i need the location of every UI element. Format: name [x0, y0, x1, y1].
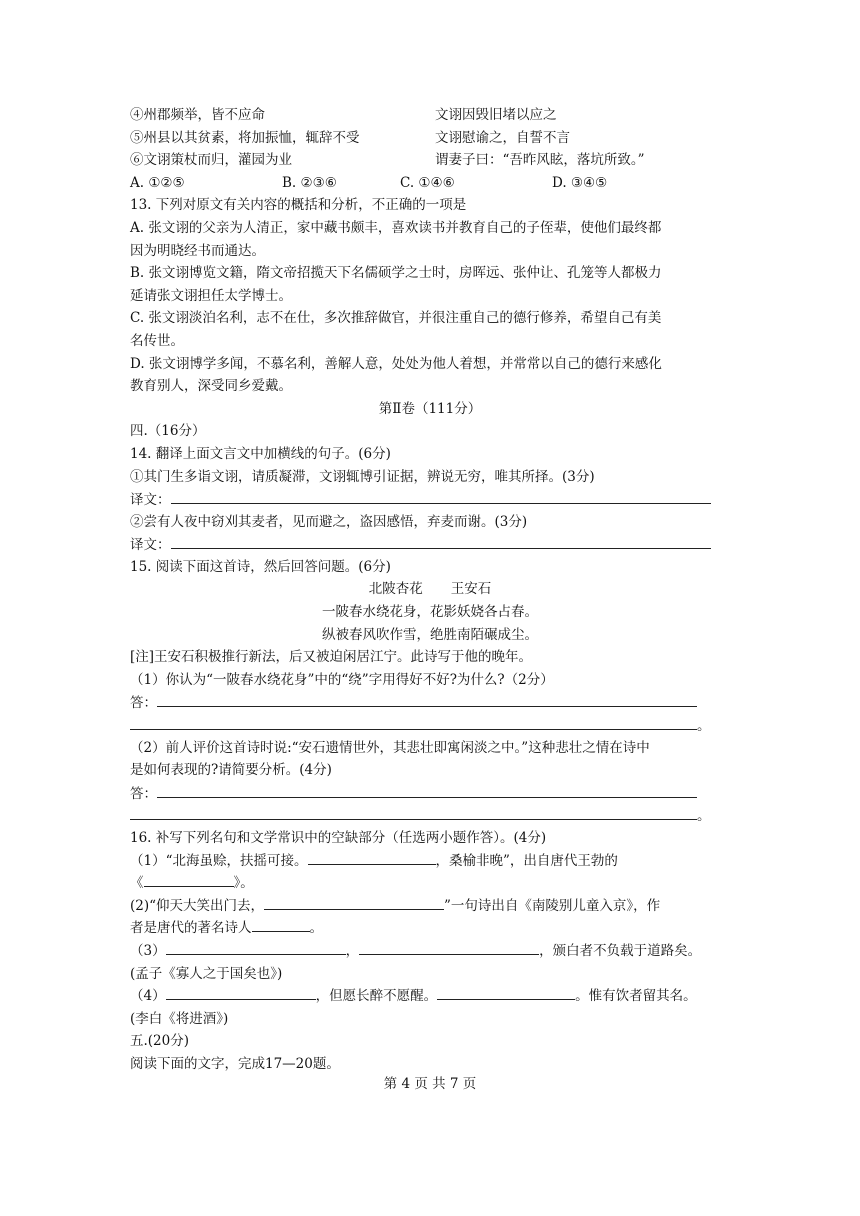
q14-answer-line-1[interactable] [171, 488, 711, 504]
q13-option-c-line2: 名传世。 [130, 332, 184, 349]
q16-blank-2b[interactable] [252, 917, 310, 932]
q16-blank-3a[interactable] [166, 940, 346, 955]
q12-option-b: B. ②③⑥ [282, 174, 337, 191]
q13-option-a-line2: 因为明晓经书而通达。 [130, 242, 265, 259]
q16-item-1-text-d: 》。 [233, 875, 254, 892]
q16-item-3-line1 [130, 940, 730, 963]
q16-item-4-source: (李白《将进酒》) [130, 1010, 229, 1027]
q13-option-b-line2: 延请张文诩担任太学博士。 [130, 287, 292, 304]
q16-item-1-text-a: （1）“北海虽赊，扶摇可接。 [130, 852, 308, 869]
q16-blank-2a[interactable] [264, 895, 444, 910]
q16-item-1-line1 [130, 850, 730, 873]
q16-item-3-text-b: ， [345, 942, 360, 959]
end-mark: 。 [697, 808, 711, 825]
q16-blank-1a[interactable] [308, 850, 436, 865]
answer-label: 译文： [130, 492, 171, 509]
q14-sentence-1: ①其门生多诣文诩，请质凝滞，文诩辄博引证据，辨说无穷，唯其所择。(3分) [130, 468, 595, 485]
q12-row-right: 谓妻子曰：“吾昨风眩，落坑所致。” [435, 152, 645, 169]
part2-title: 第Ⅱ卷（111分） [378, 400, 482, 417]
q15-answer-line-2a[interactable] [157, 782, 697, 798]
q16-item-3-text-a: （3） [130, 942, 166, 959]
q14-stem: 14. 翻译上面文言文中加横线的句子。(6分) [130, 445, 391, 462]
q13-option-a-line1: A. 张文诩的父亲为人清正，家中藏书颇丰，喜欢读书并教育自己的子侄辈，使他们最终都 [130, 219, 662, 236]
q13-option-d-line1: D. 张文诩博学多闻，不慕名利，善解人意，处处为他人着想，并常常以自己的德行来感化 [130, 355, 662, 372]
q15-answer-1-cont [130, 714, 730, 737]
q16-item-4-text-c: 。惟有饮者留其名。 [575, 988, 697, 1005]
q12-row-right: 文诩因毁旧堵以应之 [435, 107, 557, 123]
q16-item-2-line1 [130, 895, 730, 918]
q15-stem: 15. 阅读下面这首诗，然后回答问题。(6分) [130, 558, 391, 575]
q16-item-4-line1 [130, 985, 730, 1008]
q12-row-5 [130, 127, 730, 150]
q12-options [130, 172, 730, 195]
q13-option-b-line1: B. 张文诩博览文籍，隋文帝招揽天下名儒硕学之士时，房晖远、张仲让、孔笼等人都极力 [130, 265, 662, 282]
q12-row-left: ④州郡频举，皆不应命 [130, 107, 265, 123]
q12-option-d: D. ③④⑤ [552, 174, 608, 191]
poem-title: 北陂杏花 [368, 581, 423, 598]
q13-option-d-line2: 教育别人，深受同乡爱戴。 [130, 378, 292, 395]
q15-sub-1: （1）你认为“一陂春水绕花身”中的“绕”字用得好不好?为什么?（2分） [130, 671, 554, 688]
q15-answer-2-cont [130, 804, 730, 827]
q16-item-1-text-b: ，桑榆非晚”，出自唐代王勃的 [435, 852, 618, 869]
q16-stem: 16. 补写下列名句和文学常识中的空缺部分（任选两小题作答）。(4分) [130, 830, 547, 846]
answer-label: 译文： [130, 537, 171, 554]
poem-note: [注]王安石积极推行新法，后又被迫闲居江宁。此诗写于他的晚年。 [130, 649, 533, 666]
end-mark: 。 [697, 718, 711, 735]
q16-item-2-line2 [130, 917, 730, 940]
q12-row-6 [130, 149, 730, 172]
q14-answer-2 [130, 533, 730, 556]
q16-item-4-text-b: ，但愿长醉不愿醒。 [315, 988, 438, 1005]
poem-line-1: 一陂春水绕花身，花影妖娆各占春。 [322, 604, 538, 621]
q16-item-2-text-d: 。 [309, 920, 323, 937]
answer-label: 答： [130, 695, 157, 712]
q16-blank-4b[interactable] [437, 985, 575, 1000]
q16-item-2-text-b: ”一句诗出自《南陵别儿童入京》，作 [444, 897, 661, 914]
section-5-heading: 五.(20分) [130, 1033, 190, 1050]
section-5-instruction: 阅读下面的文字，完成17—20题。 [130, 1055, 340, 1072]
q14-answer-line-2[interactable] [171, 533, 711, 549]
q16-blank-3b[interactable] [359, 940, 539, 955]
q13-stem: 13. 下列对原文有关内容的概括和分析，不正确的一项是 [130, 197, 467, 214]
q16-blank-4a[interactable] [166, 985, 316, 1000]
q12-row-right: 文诩慰谕之，自誓不言 [435, 129, 570, 146]
q16-item-3-source: (孟子《寡人之于国矣也》) [130, 965, 283, 982]
page-footer: 第 4 页 共 7 页 [383, 1076, 477, 1092]
q15-answer-line-1a[interactable] [157, 691, 697, 707]
q16-blank-1b[interactable] [144, 872, 234, 887]
q12-option-c: C. ①④⑥ [400, 174, 455, 191]
section-4-heading: 四.（16分） [130, 423, 206, 440]
answer-label: 答： [130, 785, 157, 802]
q16-item-1-text-c: 《 [130, 875, 144, 892]
q14-answer-1 [130, 488, 730, 511]
q16-item-4-text-a: （4） [130, 988, 166, 1005]
q12-option-a: A. ①②⑤ [130, 174, 185, 191]
poem-author: 王安石 [450, 581, 492, 598]
q12-row-left: ⑤州县以其贫素，将加振恤，辄辞不受 [130, 129, 360, 146]
q14-sentence-2: ②尝有人夜中窃刈其麦者，见而避之，盗因感悟，弃麦而谢。(3分) [130, 513, 528, 530]
q15-sub-2-line1: （2）前人评价这首诗时说:“安石遗情世外，其悲壮即寓闲淡之中。”这种悲壮之情在诗中 [130, 739, 650, 756]
q12-row-left: ⑥文诩策杖而归，灌园为业 [130, 152, 292, 169]
exam-page [130, 104, 730, 1076]
q12-row-4 [130, 104, 730, 127]
q15-answer-line-1b[interactable] [130, 714, 697, 730]
q16-item-2-text-a: (2)“仰天大笑出门去， [130, 897, 265, 914]
poem-line-2: 纵被春风吹作雪，绝胜南陌碾成尘。 [322, 626, 538, 643]
q15-answer-line-2b[interactable] [130, 804, 697, 820]
q15-sub-2-line2: 是如何表现的?请简要分析。(4分) [130, 762, 332, 779]
q16-item-3-text-c: ，颁白者不负载于道路矣。 [539, 942, 702, 959]
q16-item-2-text-c: 者是唐代的著名诗人 [130, 920, 252, 937]
q16-item-1-line2 [130, 872, 730, 895]
poem-title-line [130, 578, 730, 601]
q15-answer-1 [130, 691, 730, 714]
q15-answer-2 [130, 782, 730, 805]
q13-option-c-line1: C. 张文诩淡泊名利，志不在仕，多次推辞做官，并很注重自己的德行修养，希望自己有美 [130, 310, 662, 327]
